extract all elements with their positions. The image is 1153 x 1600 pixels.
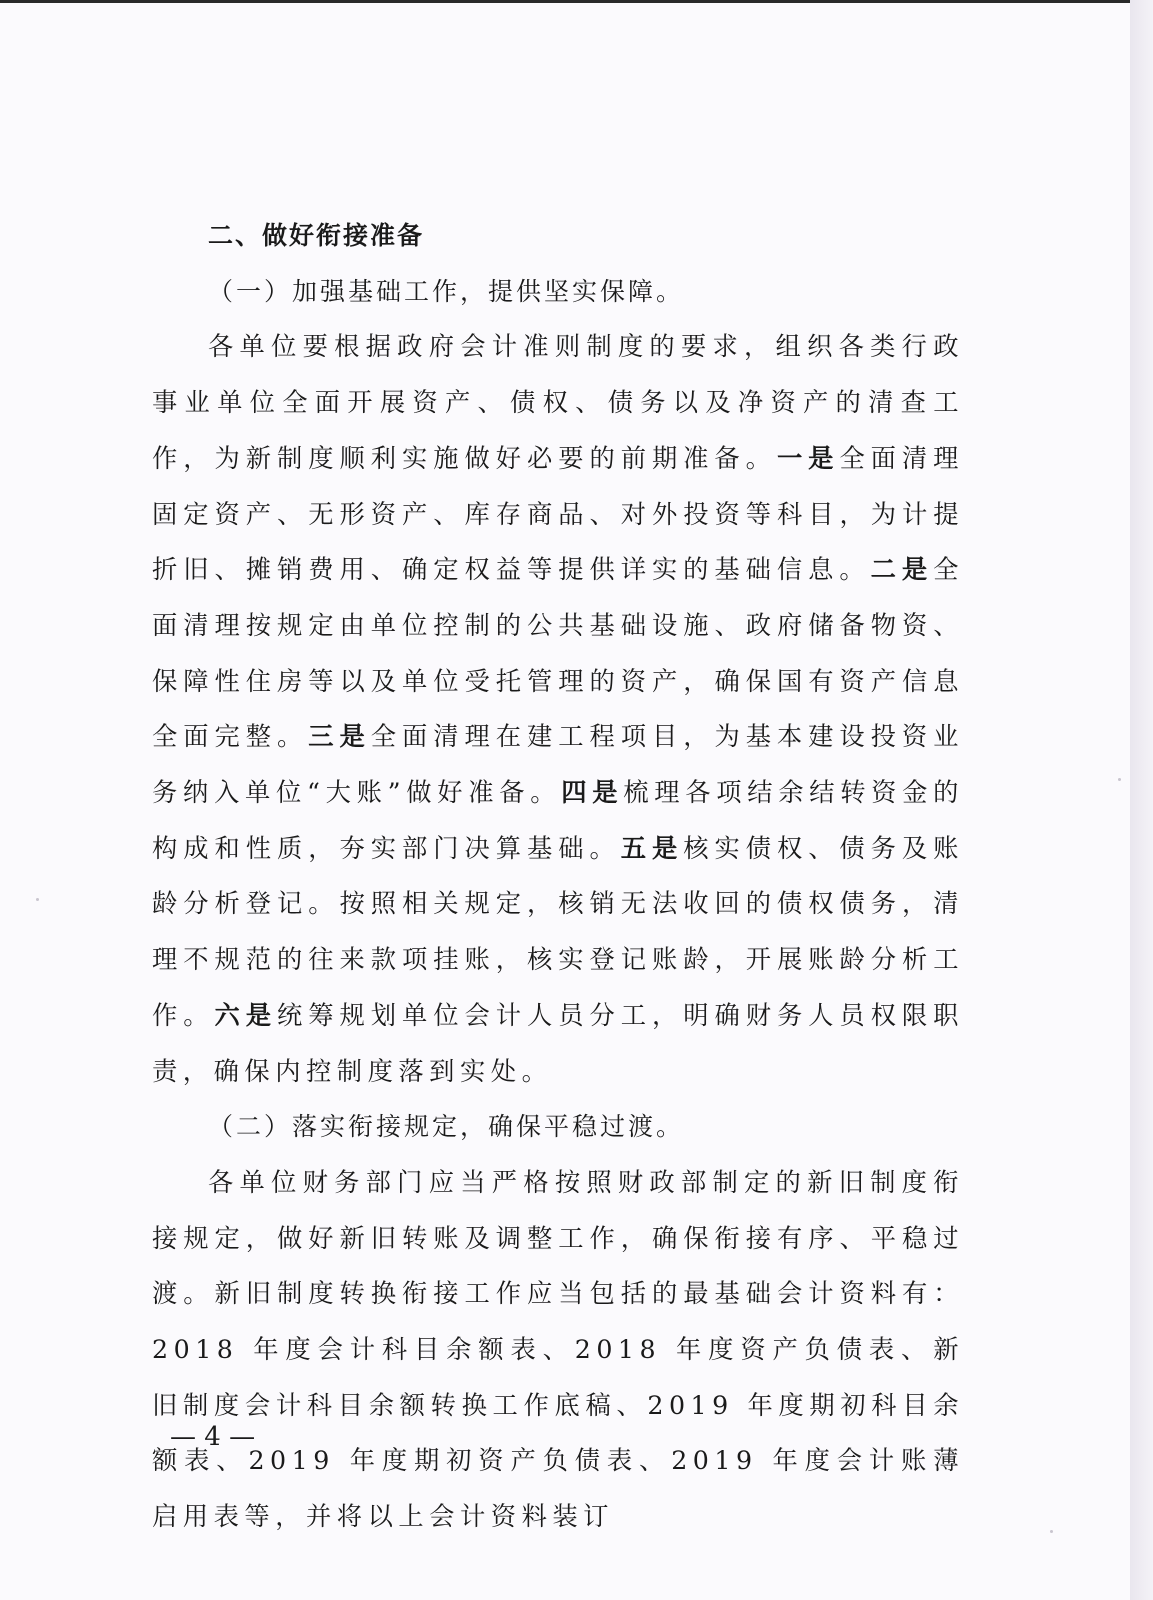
- subsection-1-paragraph: [152, 319, 964, 1099]
- enumeration-marker: 五是: [620, 832, 684, 863]
- paragraph-text: 各单位要根据政府会计准则制度的要求，组织各类行政事业单位全面开展资产、债权、债务以及净资产的清查工作，为新制度顺利实施做好必要的前期准备。: [152, 332, 964, 473]
- paragraph-text: 全面清理按规定由单位控制的公共基础设施、政府储备物资、保障性住房等以及单位受托管理的资产，确保国有资产信息全面完整。: [152, 555, 964, 752]
- enumeration-marker: 一是: [776, 442, 840, 473]
- enumeration-marker: 六是: [214, 999, 277, 1030]
- paragraph-text: 梳理各项结余结转资金的构成和性质，夯实部门决算基础。: [152, 778, 964, 863]
- scan-speck: [1118, 778, 1121, 781]
- document-body: [152, 208, 964, 1545]
- enumeration-marker: 二是: [870, 554, 934, 585]
- paragraph-text: 核实债权、债务及账龄分析登记。按照相关规定，核销无法收回的债权债务，清理不规范的往来款项挂账，核实登记账龄，开展账龄分析工作。: [152, 833, 964, 1030]
- paragraph-text: 全面清理固定资产、无形资产、库存商品、对外投资等科目，为计提折旧、摊销费用、确定权益等提供详实的基础信息。: [152, 443, 964, 585]
- scan-speck: [1050, 1530, 1053, 1533]
- scan-speck: [36, 898, 39, 901]
- page-number: — 4 —: [170, 1422, 256, 1452]
- paragraph-text: 全面清理在建工程项目，为基本建设投资业务纳入单位“大账”做好准备。: [152, 722, 964, 808]
- enumeration-marker: 四是: [561, 777, 624, 808]
- top-rule: [0, 0, 1130, 3]
- section-heading: 二、做好衔接准备: [208, 221, 425, 250]
- enumeration-marker: 三是: [308, 721, 371, 752]
- page-edge: [1130, 0, 1153, 1600]
- subsection-2-paragraph: 各单位财务部门应当严格按照财政部制定的新旧制度衔接规定，做好新旧转账及调整工作，确保衔接有序、平稳过渡。新旧制度转换衔接工作应当包括的最基础会计资料有：2018 年度会计科目余额表、2018 年度资产负债表、新旧制度会计科目余额转换工作底稿、2019 年度期初科目余额表、2019 年度期初资产负债表、2019 年度会计账薄启用表等，并将以上会计资料装订: [152, 1167, 964, 1532]
- subsection-2-title: （二）落实衔接规定，确保平稳过渡。: [208, 1112, 685, 1142]
- paragraph-text: 统筹规划单位会计人员分工，明确财务人员权限职责，确保内控制度落到实处。: [152, 1000, 964, 1086]
- subsection-1-title: （一）加强基础工作，提供坚实保障。: [208, 276, 685, 306]
